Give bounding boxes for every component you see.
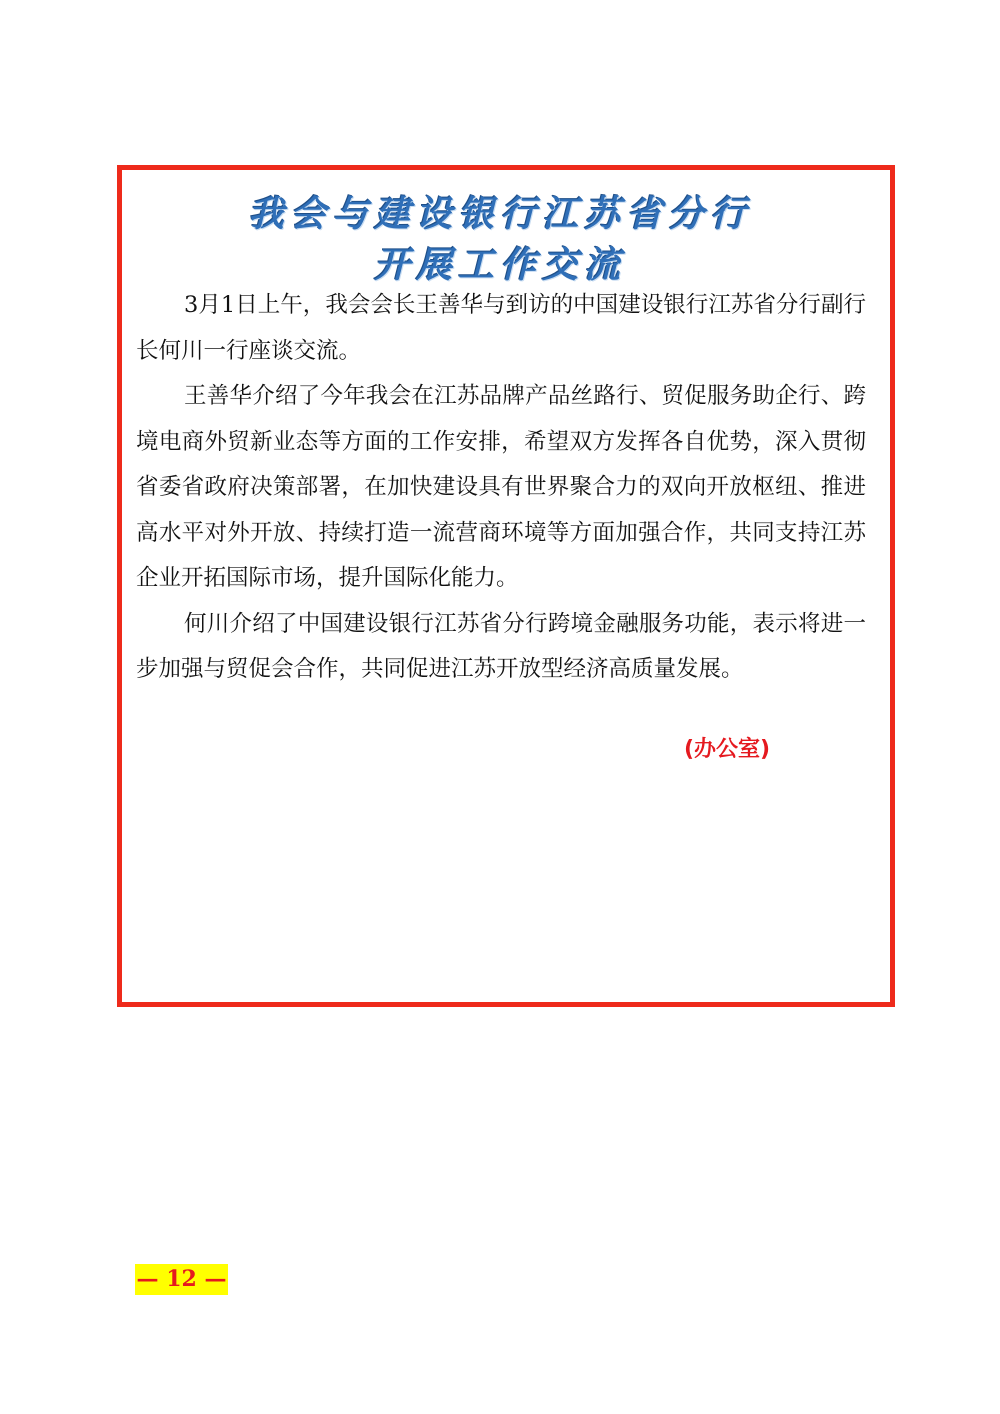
- page-number: — 12 —: [135, 1264, 228, 1295]
- article-paragraph-1: 3月1日上午，我会会长王善华与到访的中国建设银行江苏省分行副行长何川一行座谈交流。: [136, 292, 866, 364]
- article-paragraph-3: 何川介绍了中国建设银行江苏省分行跨境金融服务功能，表示将进一步加强与贸促会合作，共同促进江苏开放型经济高质量发展。: [136, 610, 866, 682]
- article-title-line-2: 开展工作交流: [373, 244, 626, 286]
- article-paragraph-2: 王善华介绍了今年我会在江苏品牌产品丝路行、贸促服务助企行、跨境电商外贸新业态等方面的工作安排，希望双方发挥各自优势，深入贯彻省委省政府决策部署，在加快建设具有世界聚合力的双向开放枢纽、推进高水平对外开放、持续打造一流营商环境等方面加强合作，共同支持江苏企业开拓国际市场，提升国际化能力。: [136, 383, 866, 591]
- article-signature: (办公室): [684, 737, 771, 762]
- article-body: [136, 283, 866, 693]
- article-title-line-1: 我会与建设银行江苏省分行: [247, 193, 752, 235]
